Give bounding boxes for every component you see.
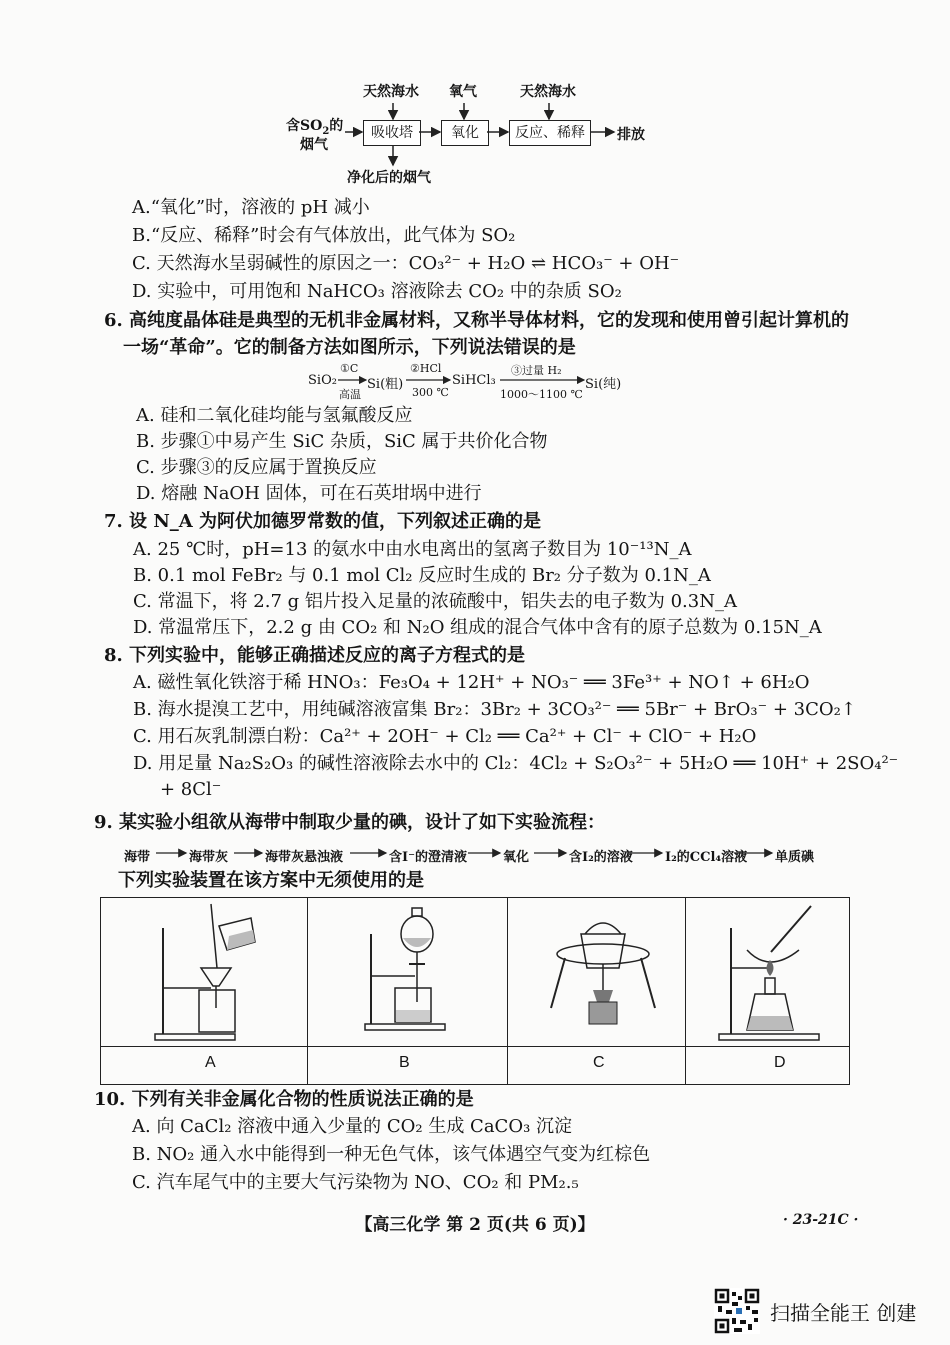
panel-divider	[507, 898, 508, 1084]
q9-flow-step-5: 氧化	[503, 850, 530, 865]
q6-option-c: C. 步骤③的反应属于置换反应	[136, 457, 377, 478]
q9-flow-step-4: 含I⁻的澄清液	[389, 850, 467, 865]
scheme-arrow3-bottom: 1000～1100 ℃	[500, 388, 583, 401]
q6-option-b: B. 步骤①中易产生 SiC 杂质，SiC 属于共价化合物	[136, 431, 548, 452]
q7-option-d: D. 常温常压下，2.2 g 由 CO₂ 和 N₂O 组成的混合气体中含有的原子总数为 0.15N_A	[133, 617, 822, 638]
panel-label-a: A	[205, 1054, 216, 1071]
qr-code-icon	[714, 1288, 760, 1334]
q9-stem: 9. 某实验小组欲从海带中制取少量的碘，设计了如下实验流程：	[94, 812, 606, 833]
panel-label-b: B	[399, 1054, 410, 1071]
q9-flow-step-6: 含I₂的溶液	[569, 850, 633, 865]
q5-option-a: A.“氧化”时，溶液的 pH 减小	[132, 197, 370, 218]
q8-option-a: A. 磁性氧化铁溶于稀 HNO₃：Fe₃O₄ + 12H⁺ + NO₃⁻ ══ 3Fe³⁺ + NO↑ + 6H₂O	[133, 672, 810, 693]
q6-option-a: A. 硅和二氧化硅均能与氢氟酸反应	[136, 405, 413, 426]
flow-box-absorber: 吸收塔	[363, 120, 421, 146]
flow-input-label-2: 烟气	[300, 137, 328, 153]
scanner-text: 扫描全能王 创建	[770, 1300, 917, 1325]
scheme-arrow2-bottom: 300 ℃	[412, 386, 449, 399]
panel-label-d: D	[774, 1054, 786, 1071]
flow-bottom-label: 净化后的烟气	[347, 170, 431, 186]
q8-option-b: B. 海水提溴工艺中，用纯碱溶液富集 Br₂：3Br₂ + 3CO₃²⁻ ══ 5Br⁻ + BrO₃⁻ + 3CO₂↑	[133, 699, 856, 720]
scheme-arrow1-bottom: 高温	[339, 388, 361, 401]
crucible-apparatus-icon	[541, 898, 671, 1044]
q10-option-b: B. NO₂ 通入水中能得到一种无色气体，该气体遇空气变为红棕色	[132, 1144, 651, 1165]
scheme-arrow1-top: ①C	[340, 362, 359, 375]
flow-box-oxidation: 氧化	[441, 120, 489, 146]
scheme-arrow2-top: ②HCl	[410, 362, 442, 375]
q6-stem-1: 6. 高纯度晶体硅是典型的无机非金属材料，又称半导体材料，它的发现和使用曾引起计算机的	[104, 310, 850, 331]
scheme-sihcl3: SiHCl₃	[452, 373, 496, 388]
scheme-si-pure: Si(纯)	[585, 377, 622, 392]
exam-code: · 23-21C ·	[783, 1212, 859, 1228]
flow-top-label-1: 天然海水	[363, 84, 419, 100]
scheme-arrows	[300, 370, 600, 390]
q9-flow-arrows	[150, 845, 780, 861]
q8-option-d: D. 用足量 Na₂S₂O₃ 的碱性溶液除去水中的 Cl₂：4Cl₂ + S₂O₃²⁻ + 5H₂O ══ 10H⁺ + 2SO₄²⁻	[133, 753, 899, 774]
scheme-arrow3-top: ③过量 H₂	[511, 364, 562, 377]
flow-arrows	[330, 95, 630, 175]
q7-stem: 7. 设 N_A 为阿伏加德罗常数的值，下列叙述正确的是	[104, 511, 542, 532]
apparatus-panel	[100, 897, 850, 1085]
q6-stem-2: 一场“革命”。它的制备方法如图所示，下列说法错误的是	[123, 337, 576, 358]
scheme-si-crude: Si(粗)	[367, 377, 404, 392]
flow-output-label: 排放	[617, 127, 645, 143]
q9-flow-step-1: 海带	[124, 850, 151, 865]
q9-flow-step-3: 海带灰悬浊液	[265, 850, 344, 865]
q6-option-d: D. 熔融 NaOH 固体，可在石英坩埚中进行	[136, 483, 482, 504]
scanner-watermark	[714, 1288, 916, 1334]
flow-top-label-3: 天然海水	[520, 84, 576, 100]
page-footer: 【高三化学 第 2 页(共 6 页)】	[355, 1215, 595, 1235]
q10-stem: 10. 下列有关非金属化合物的性质说法正确的是	[94, 1089, 474, 1110]
scheme-sio2: SiO₂	[308, 373, 337, 388]
q8-option-d-cont: + 8Cl⁻	[160, 779, 222, 800]
q10-option-c: C. 汽车尾气中的主要大气污染物为 NO、CO₂ 和 PM₂.₅	[132, 1172, 579, 1193]
q8-option-c: C. 用石灰乳制漂白粉：Ca²⁺ + 2OH⁻ + Cl₂ ══ Ca²⁺ + Cl⁻ + ClO⁻ + H₂O	[133, 726, 757, 747]
q10-option-a: A. 向 CaCl₂ 溶液中通入少量的 CO₂ 生成 CaCO₃ 沉淀	[132, 1116, 573, 1137]
panel-label-c: C	[593, 1054, 605, 1071]
q7-option-a: A. 25 ℃时，pH=13 的氨水中由水电离出的氢离子数目为 10⁻¹³N_A	[133, 539, 692, 560]
q7-option-b: B. 0.1 mol FeBr₂ 与 0.1 mol Cl₂ 反应时生成的 Br₂ 分子数为 0.1N_A	[133, 565, 711, 586]
q9-sub-stem: 下列实验装置在该方案中无须使用的是	[118, 870, 424, 891]
evaporation-apparatus-icon	[711, 898, 841, 1044]
q9-flow-step-2: 海带灰	[189, 850, 229, 865]
panel-label-row	[101, 1046, 849, 1047]
panel-divider	[685, 898, 686, 1084]
q5-option-d: D. 实验中，可用饱和 NaHCO₃ 溶液除去 CO₂ 中的杂质 SO₂	[132, 281, 622, 302]
q5-option-b: B.“反应、稀释”时会有气体放出，此气体为 SO₂	[132, 225, 516, 246]
q8-stem: 8. 下列实验中，能够正确描述反应的离子方程式的是	[104, 645, 526, 666]
flow-box-reaction: 反应、稀释	[509, 120, 591, 146]
filtration-apparatus-icon	[141, 898, 271, 1044]
flow-top-label-2: 氧气	[449, 84, 477, 100]
flow-input-label: 含$SO_2$的	[286, 118, 344, 137]
q5-option-c: C. 天然海水呈弱碱性的原因之一：CO₃²⁻ + H₂O ⇌ HCO₃⁻ + OH⁻	[132, 253, 680, 274]
q7-option-c: C. 常温下，将 2.7 g 铝片投入足量的浓硫酸中，铝失去的电子数为 0.3N_A	[133, 591, 737, 612]
separatory-funnel-icon	[351, 898, 481, 1044]
q9-flow-step-8: 单质碘	[775, 850, 815, 865]
panel-divider	[307, 898, 308, 1084]
q9-flow-step-7: I₂的CCl₄溶液	[665, 850, 748, 865]
